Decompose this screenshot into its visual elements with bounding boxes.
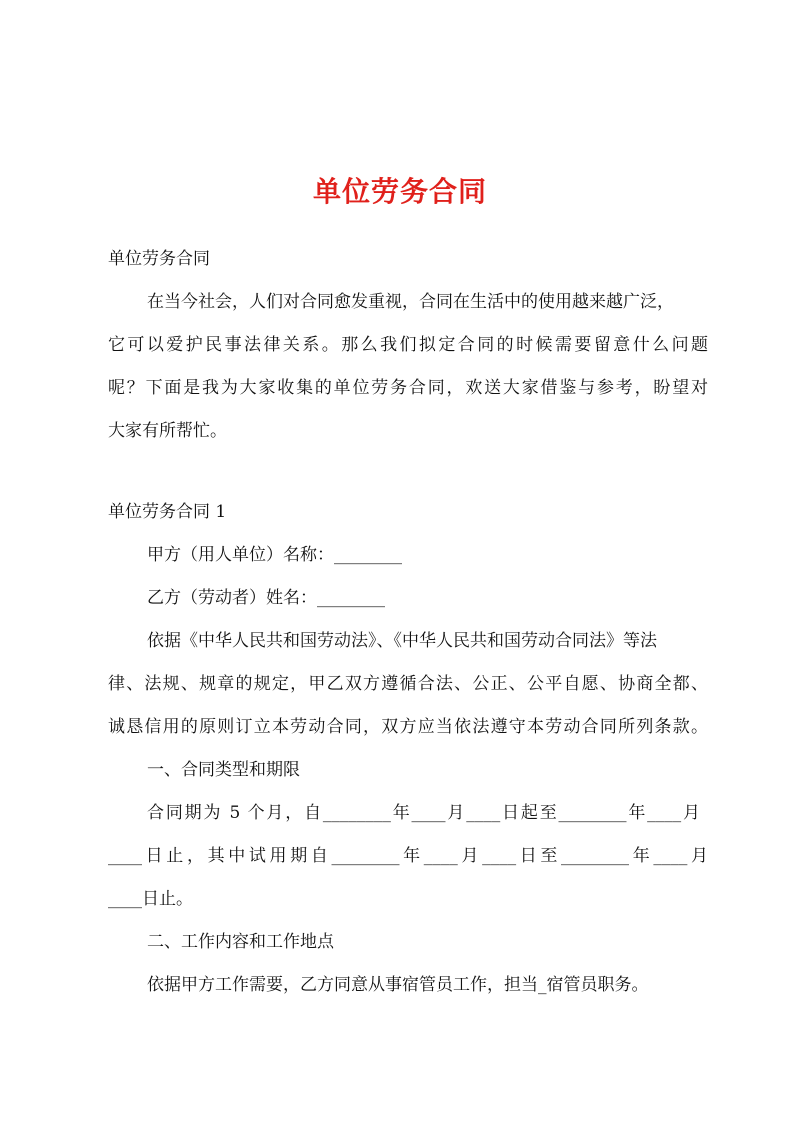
intro-paragraph-line: 大家有所帮忙。 — [108, 421, 227, 441]
intro-paragraph-line: 呢？下面是我为大家收集的单位劳务合同，欢送大家借鉴与参考，盼望对 — [108, 378, 708, 398]
document-title: 单位劳务合同 — [312, 175, 487, 208]
term-paragraph-line: ____日止，其中试用期自________年____月____日至________年____月 — [108, 846, 708, 866]
intro-paragraph-line: 在当今社会，人们对合同愈发重视，合同在生活中的使用越来越广泛， — [147, 292, 674, 312]
intro-paragraph-line: 它可以爱护民事法律关系。那么我们拟定合同的时候需要留意什么问题 — [108, 335, 708, 355]
work-content-line: 依据甲方工作需要，乙方同意从事宿管员工作，担当_宿管员职务。 — [147, 975, 649, 995]
term-paragraph-line: 合同期为 5 个月，自________年____月____日起至________年____月 — [147, 803, 700, 823]
clause-heading: 二、工作内容和工作地点 — [147, 932, 334, 952]
basis-paragraph-line: 依据《中华人民共和国劳动法》、《中华人民共和国劳动合同法》等法 — [147, 631, 657, 651]
party-b-name-line: 乙方（劳动者）姓名：________ — [147, 588, 385, 608]
party-a-name-line: 甲方（用人单位）名称：________ — [147, 545, 402, 565]
section-heading: 单位劳务合同 — [108, 249, 210, 269]
basis-paragraph-line: 诚恳信用的原则订立本劳动合同，双方应当依法遵守本劳动合同所列条款。 — [108, 717, 708, 737]
term-paragraph-line: ____日止。 — [108, 889, 193, 909]
clause-heading: 一、合同类型和期限 — [147, 760, 300, 780]
contract-subtitle: 单位劳务合同 1 — [108, 502, 227, 522]
basis-paragraph-line: 律、法规、规章的规定，甲乙双方遵循合法、公正、公平自愿、协商全都、 — [108, 674, 708, 694]
